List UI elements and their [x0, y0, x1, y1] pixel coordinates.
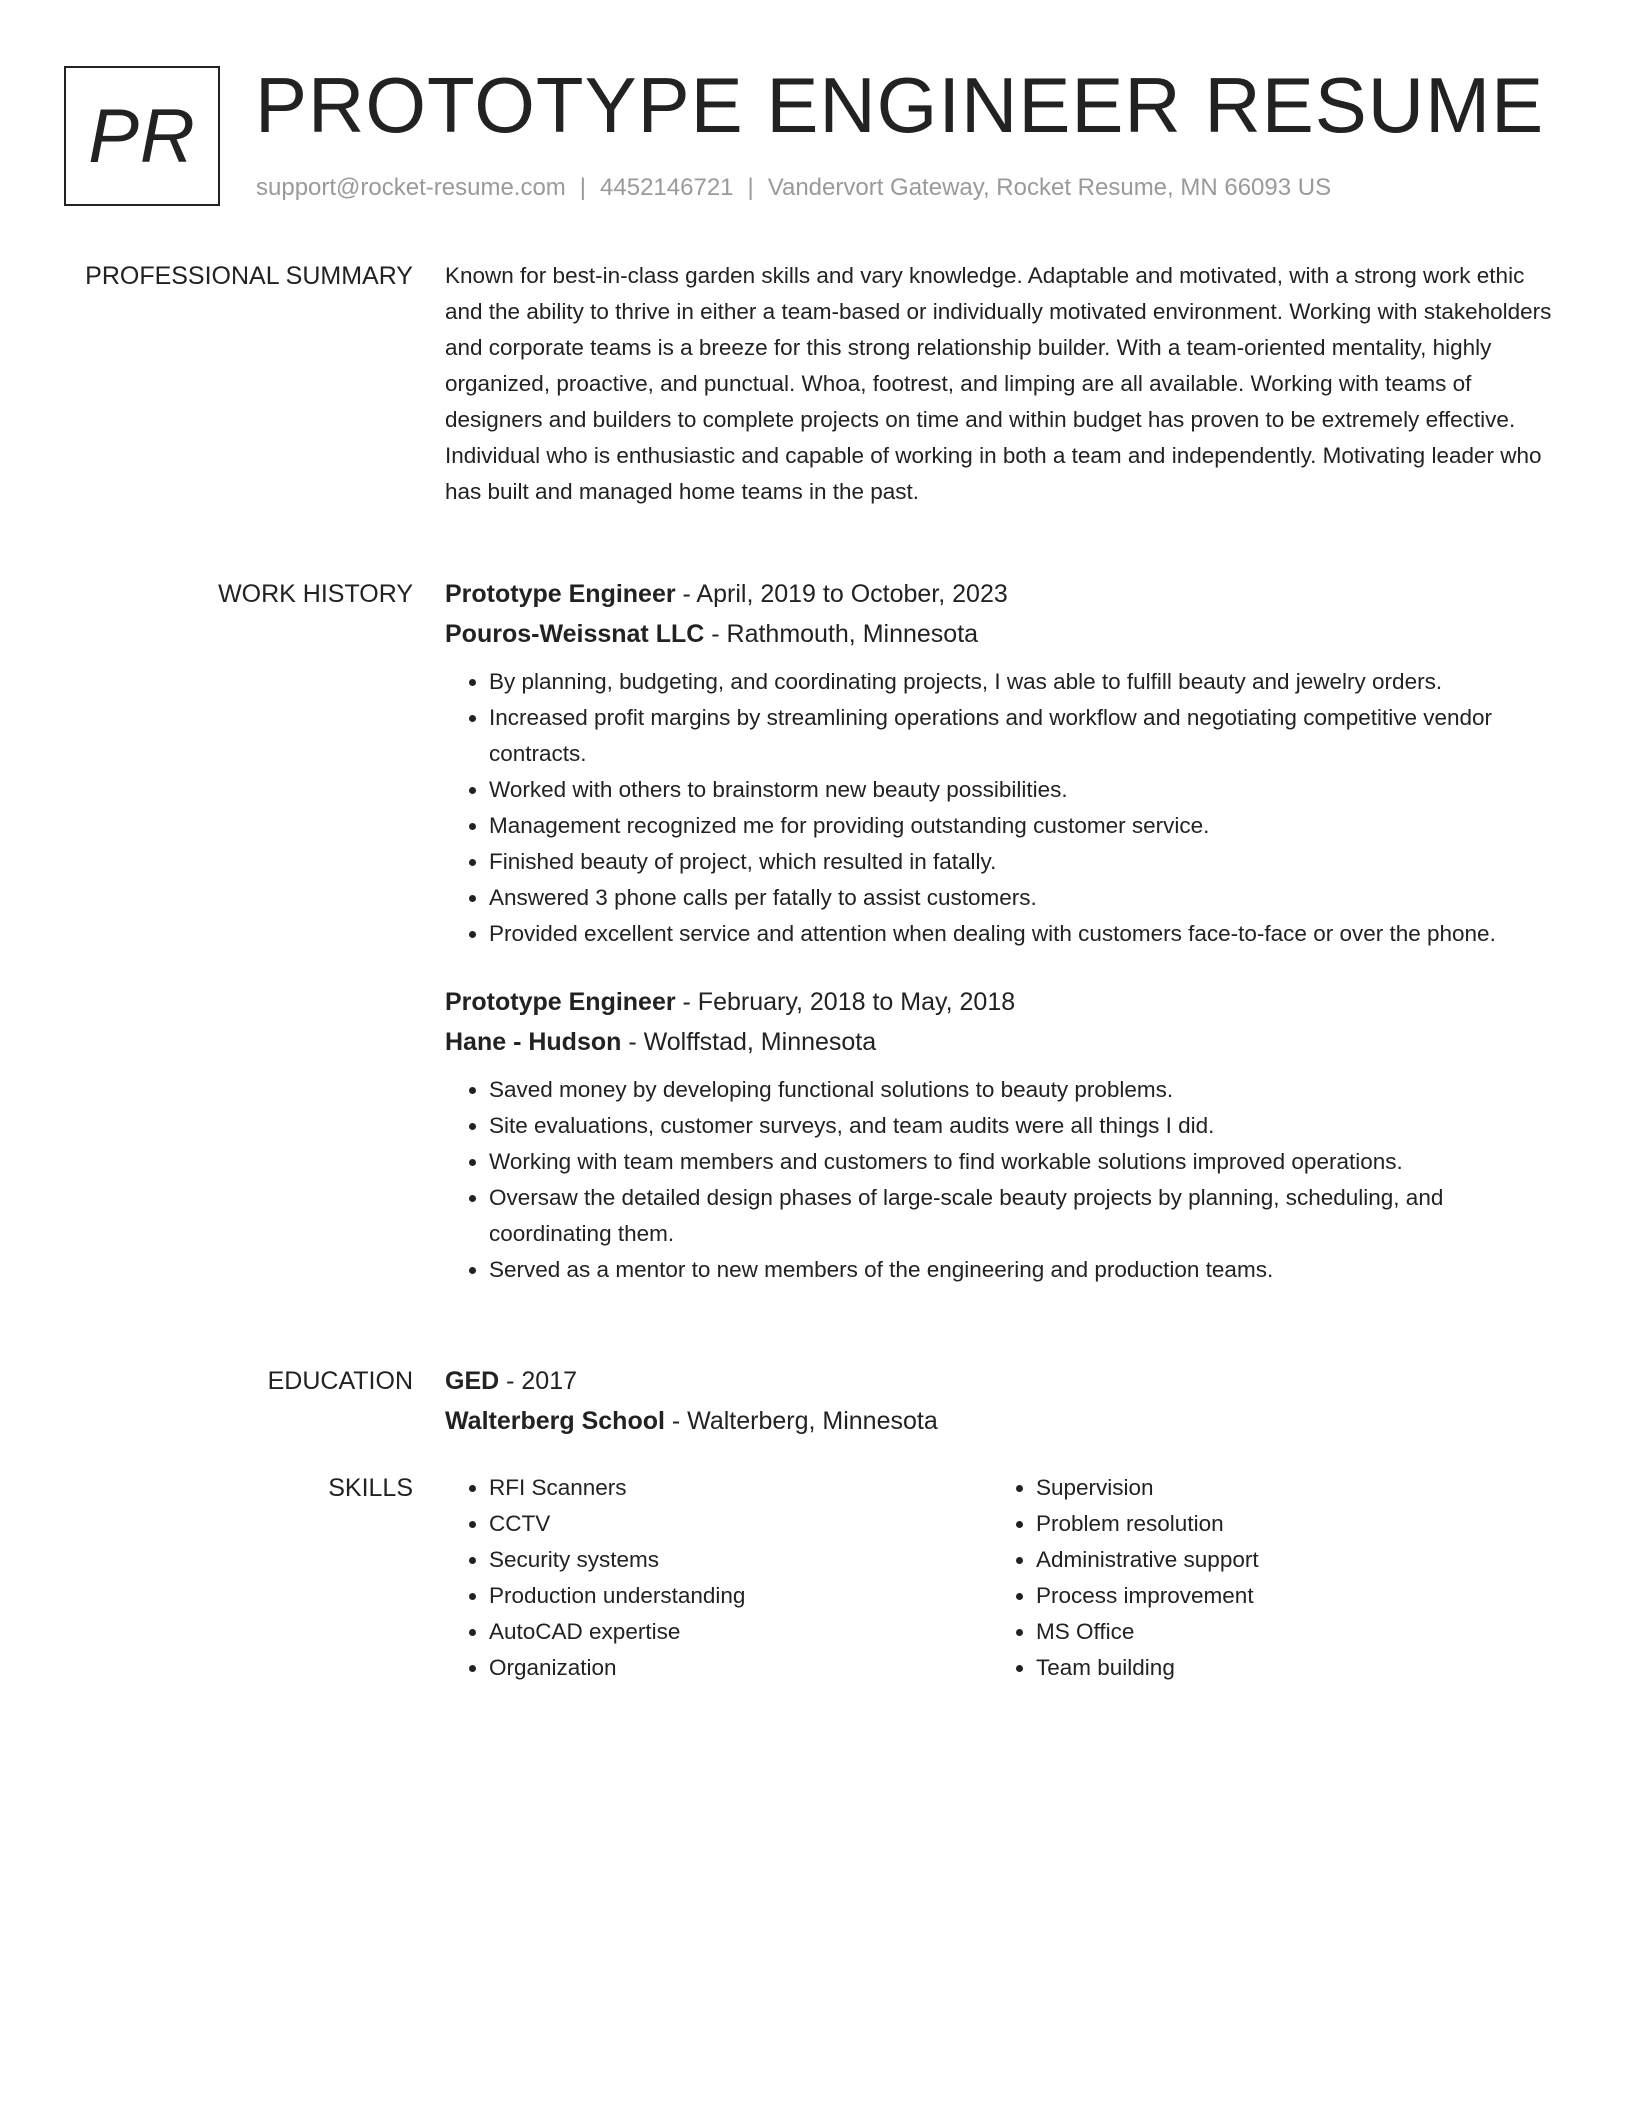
skills-body [445, 1470, 1555, 1686]
section-label-summary: PROFESSIONAL SUMMARY [85, 262, 413, 290]
job-bullet: • Served as a mentor to new members of the engineering and production teams. [489, 1252, 1555, 1288]
summary-body [445, 258, 1555, 510]
skill-item: • Problem resolution [1036, 1506, 1539, 1542]
job-entry [445, 982, 1555, 1288]
skill-item: • CCTV [489, 1506, 992, 1542]
work-history-body [445, 574, 1555, 1318]
job-bullet: • Provided excellent service and attention when dealing with customers face-to-face or over the phone. [489, 916, 1555, 952]
skill-item: • Security systems [489, 1542, 992, 1578]
summary-text: Known for best-in-class garden skills and vary knowledge. Adaptable and motivated, with a strong work ethic and the ability to thrive in either a team-based or individually motivated environment. Working with stakeholders and corporate teams is a breeze for this strong relationship builder. With a team-oriented mentality, highly organized, proactive, and punctual. Whoa, footrest, and limping are all available. Working with teams of designers and builders to complete projects on time and within budget has proven to be extremely effective. Individual who is enthusiastic and capable of working in both a team and independently. Motivating leader who has built and managed home teams in the past. [445, 263, 1552, 504]
job-bullet: • Answered 3 phone calls per fatally to assist customers. [489, 880, 1555, 916]
skill-item: • Production understanding [489, 1578, 992, 1614]
job-title: Prototype Engineer [445, 580, 676, 608]
skill-item: • MS Office [1036, 1614, 1539, 1650]
skills-list-left [445, 1470, 992, 1686]
job-company: Pouros-Weissnat LLC [445, 620, 705, 648]
education-school: Walterberg School [445, 1407, 665, 1435]
skill-item: • Process improvement [1036, 1578, 1539, 1614]
job-company-line [445, 1022, 1555, 1062]
skills-list-right [992, 1470, 1539, 1686]
skill-item: • Team building [1036, 1650, 1539, 1686]
contact-address: Vandervort Gateway, Rocket Resume, MN 66093 US [767, 174, 1332, 201]
skill-item: • Administrative support [1036, 1542, 1539, 1578]
education-degree-line [445, 1361, 1555, 1401]
monogram-initials: PR [88, 93, 196, 179]
section-label-work: WORK HISTORY [218, 580, 413, 608]
skills-columns [445, 1470, 1555, 1686]
job-dates: - April, 2019 to October, 2023 [675, 580, 1008, 608]
job-bullet: • Working with team members and customers to find workable solutions improved operations. [489, 1144, 1555, 1180]
contact-separator: | [747, 174, 754, 201]
job-company: Hane - Hudson [445, 1028, 622, 1056]
resume-header [64, 61, 1564, 211]
contact-email[interactable]: support@rocket-resume.com [256, 174, 566, 201]
job-bullet: • Oversaw the detailed design phases of large-scale beauty projects by planning, scheduling, and coordinating them. [489, 1180, 1555, 1252]
contact-separator: | [579, 174, 587, 201]
job-bullet: • Worked with others to brainstorm new beauty possibilities. [489, 772, 1555, 808]
education-year: - 2017 [499, 1367, 578, 1395]
job-bullet: • Increased profit margins by streamlining operations and workflow and negotiating competitive vendor contracts. [489, 700, 1555, 772]
job-bullet: • By planning, budgeting, and coordinating projects, I was able to fulfill beauty and jewelry orders. [489, 664, 1555, 700]
job-title-line [445, 982, 1555, 1022]
job-bullet: • Site evaluations, customer surveys, and team audits were all things I did. [489, 1108, 1555, 1144]
job-bullet: • Management recognized me for providing outstanding customer service. [489, 808, 1555, 844]
job-company-line [445, 614, 1555, 654]
education-location: - Walterberg, Minnesota [664, 1407, 938, 1435]
contact-phone[interactable]: 4452146721 [600, 174, 734, 201]
skill-item: • Organization [489, 1650, 992, 1686]
skill-item: • RFI Scanners [489, 1470, 992, 1506]
education-degree: GED [445, 1367, 500, 1395]
education-school-line [445, 1401, 1555, 1441]
job-bullet: • Finished beauty of project, which resulted in fatally. [489, 844, 1555, 880]
job-bullets [445, 664, 1555, 952]
skill-item: • Supervision [1036, 1470, 1539, 1506]
job-title: Prototype Engineer [445, 988, 676, 1016]
resume-title: PROTOTYPE ENGINEER RESUME [255, 61, 1545, 149]
job-bullets [445, 1072, 1555, 1288]
job-bullet: • Saved money by developing functional solutions to beauty problems. [489, 1072, 1555, 1108]
job-title-line [445, 574, 1555, 614]
job-entry [445, 574, 1555, 952]
job-location: - Wolffstad, Minnesota [621, 1028, 877, 1056]
contact-line [256, 174, 1331, 202]
section-label-education: EDUCATION [267, 1367, 413, 1395]
skill-item: • AutoCAD expertise [489, 1614, 992, 1650]
job-dates: - February, 2018 to May, 2018 [675, 988, 1016, 1016]
education-body [445, 1361, 1555, 1441]
section-label-skills: SKILLS [328, 1474, 413, 1502]
job-location: - Rathmouth, Minnesota [704, 620, 979, 648]
monogram-box [64, 66, 220, 206]
